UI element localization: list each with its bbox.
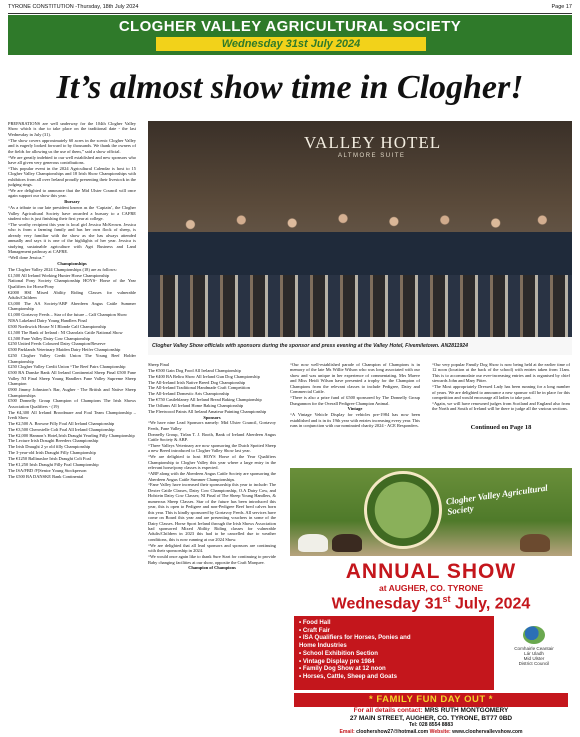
article-paragraph: “We are delighted to announce that the Mid Ulster Council will once again support our show this year. (8, 188, 136, 199)
feature-item: • Food Hall (299, 619, 331, 626)
article-paragraph: The €1250 Ballinasloe Irish Draught Colt Foal (8, 456, 91, 462)
article-paragraph: “ABP along with the Aberdeen Angus Cattle Society are sponsoring the Aberdeen Angus Cattle Summer Championships. (148, 471, 276, 482)
sheep-icon (298, 534, 328, 552)
page-header (8, 4, 572, 14)
hotel-sign: VALLEY HOTEL (304, 133, 442, 152)
article-paragraph: The All-Ireland Traditional Handmade Craft Competition (148, 385, 250, 391)
article-paragraph: €2000 HSI Mixed Ability Riding Classes for vulnerable Adults/Children (8, 289, 136, 301)
article-paragraph: The €2,000 Hannon’s Hotel,Irish Draught Yearling Filly Championship (8, 432, 135, 438)
council-name-3: Mid Ulster (523, 656, 545, 661)
email-label: Email: (339, 728, 357, 733)
photo-front-row (148, 275, 572, 337)
photo-caption: Clogher Valley Show officials with sponsors during the sponsor and press evening at the Valley Hotel, Fivemiletown. AN2811924 (148, 337, 572, 355)
article-paragraph: The ISA/FBD /F]Senior Young Stockperson (8, 467, 87, 473)
article-paragraph: The Lecture Irish Draught Breeders Championship (8, 438, 99, 444)
article-column-4 (432, 362, 570, 420)
article-paragraph: “This popular event in the 2024 Agricultural Calendar is host to 15 Clogher Valley Championships and 18 Irish Show Championships with exhibitors from all over Ireland proudly presenting their livestock in the judging rings. (8, 165, 136, 188)
council-name-4: District Council (518, 661, 550, 666)
article-paragraph: The €2,500 A. Browne Filly Foal All Ireland Championship (8, 420, 115, 426)
article-paragraph: The All-Ireland Irish Native Breed Dog Championship (148, 379, 246, 385)
article-paragraph: National Pony Society Championship HOYS- Horse of the Year Qualifiers for Horse/Pony (8, 278, 136, 289)
article-paragraph: “The Most appropriately Dressed Lady has been running for a long number of years. We are delighted to announce a new sponsor will be in place for this competition and would encourage all ladies to take part. (432, 384, 570, 401)
continued-note: Continued on Page 18 (470, 424, 532, 431)
article-paragraph: The €500 Gain Dog Food All Ireland Championship (148, 367, 241, 373)
contact-address: 27 MAIN STREET, AUGHER, CO. TYRONE, BT77 0BD (349, 714, 513, 722)
article-paragraph: PREPARATIONS are well underway for the 104th Clogher Valley Show which is due to take place on the traditional date - the last Wednesday in July (31). (8, 121, 136, 137)
article-paragraph: £900 Jimmy Johnston’s Bar, Augher - The British and Native Sheep Championships (8, 387, 136, 398)
show-date-bar: Wednesday 31st July 2024 (156, 37, 426, 51)
article-paragraph: NISA Lakeland Dairy Young Handlers Final (8, 318, 87, 324)
advert-location: at AUGHER, CO. TYRONE (378, 583, 484, 593)
article-paragraph: “We are delighted that all lead sponsors and sponsors are continuing with their sponsorship in 2024. (148, 542, 276, 554)
advert-contact (290, 707, 572, 733)
article-paragraph: “The worthy recipient this year is local girl Jessica McKeown. Jessica who is from a farming family and has her own flock of sheep, is already very familiar with the show as she has always attended annually and says it is one of the highlights of her year. Jessica is studying sustainable agriculture with Agri Business and Land Management pathway at CAFRE. (8, 221, 136, 255)
article-paragraph: The All-Ireland Domestic Arts Championship (148, 391, 230, 397)
article-paragraph: £1,500 The Bank of Ireland : NI Charolais Cattle National Show (8, 329, 123, 335)
header-page-number: Page 17 (551, 4, 572, 10)
fun-day-banner: * FAMILY FUN DAY OUT * (294, 693, 568, 707)
feature-item: • Craft Fair (299, 626, 330, 634)
society-seal (364, 471, 442, 549)
section-subheading: Sponsors (203, 414, 221, 420)
article-paragraph: £500 Parklands Veterinary Maiden Dairy Heifer Championship (8, 347, 121, 353)
article-paragraph: The €1,250 Irish Draught Filly Foal Championship (8, 461, 99, 467)
article-paragraph: “As a tribute to our late president known as the ‘Captain’, the Clogher Valley Agricultural Society have awarded a bursary to a CAFRE student who is just finishing their first year at college. (8, 205, 136, 222)
feature-item: • ISA Qualifiers for Horses, Ponies and (299, 634, 411, 642)
article-column-2 (148, 362, 276, 734)
article-paragraph: £250 Clogher Valley Credit Union “The Beef Pairs Championship (8, 364, 126, 370)
article-paragraph: £1,500 Fane Valley Dairy Cow Championship (8, 335, 91, 341)
section-subheading: Vintage (347, 406, 363, 412)
advert-date-day: Wednesday 31 (331, 595, 443, 613)
feature-item: Home Industries (299, 642, 347, 650)
feature-item: • Family Dog Show at 12 noon (299, 665, 386, 673)
advert-features (294, 616, 494, 690)
article-paragraph: “The show covers approximately 60 acres in the scenic Clogher Valley and is eagerly looked forward to by thousands. We thank the owners of the fields for allowing us the use of them,” said a show official. (8, 137, 136, 154)
section-subheading: Bursary (64, 199, 80, 205)
website-label: Website: (428, 728, 453, 733)
council-name-1: Comhairle Ceantair (514, 646, 554, 651)
article-paragraph: “Our very popular Family Dog Show is now being held at the earlier time of 12 noon (location at the back of the school) with entries taken from 11am. This is to accommodate our ever-increasing entries and is organised by chief stewards John and Mary Pitter. (432, 362, 570, 384)
article-paragraph: The Fleetwood Paints All Ireland Amateur Painting Championship (148, 408, 267, 414)
advert-title: ANNUAL SHOW (345, 560, 517, 583)
article-paragraph: “Three Valleys Veterinary are now sponsoring the Dutch Spotted Sheep a new Breed introduced to Clogher Valley Show last year. (148, 443, 276, 454)
article-paragraph: The Clogher Valley 2024 Championships (18) are as follows: (8, 266, 117, 272)
article-paragraph: “Again, we will have renowned judges from Scotland and England also from the North and South of Ireland will be there to judge all the various sections. (432, 400, 570, 412)
advert-date (290, 594, 572, 613)
article-paragraph: “We would once again like to thank Sure Start for continuing to provide Baby changing facilities at our show, opposite the Craft Marquee. (148, 554, 276, 565)
seal-text: Clogher Valley Agricultural Society (445, 482, 549, 517)
article-column-3 (290, 362, 420, 463)
article-paragraph: The €400 BA Beltra Show All Ireland Gun Dog Championship (148, 373, 260, 379)
article-paragraph: The €3,500 Cherostelle Colt Foal All Ireland Championship (8, 426, 115, 432)
article-paragraph: “Well done Jessica.” (8, 255, 45, 260)
cattle-icon (332, 534, 362, 552)
contact-website[interactable]: www.cloghervalleyshow.com (452, 728, 523, 733)
article-paragraph: The €4,300 All Ireland Broodmare and Foal Team Championship – Ivedi Show (8, 409, 136, 421)
society-name: CLOGHER VALLEY AGRICULTURAL SOCIETY (118, 18, 462, 35)
article-paragraph: £1,500 All Ireland Working Hunter Horse Championship (8, 272, 109, 278)
section-subheading: Championships (57, 260, 87, 266)
show-advert (290, 468, 572, 733)
article-paragraph: £1,000 Gortavoy Feeds – Star of the future – Calf Champion Show (8, 312, 128, 318)
contact-name: MRS RUTH MONTGOMERY (424, 707, 509, 714)
article-paragraph: The Irish Draught 2 yr old filly Championship (8, 444, 91, 450)
advert-date-month: July, 2024 (450, 595, 531, 613)
article-paragraph: “There is also a prize fund of £500 sponsored by The Donnelly Group Dungannon for the Overall Pedigree Champion Animal. (290, 395, 420, 406)
article-paragraph: £500 Donnelly Group Champion of Champions The Irish Shows Association Qualifiers - (19) (8, 398, 136, 409)
council-logo-icon (523, 626, 545, 644)
hotel-sign-sub: ALTMORE SUITE (338, 153, 406, 159)
event-photo (148, 121, 572, 355)
article-column-1 (8, 121, 136, 733)
article-paragraph: “Our now well-established parade of Champion of Champions is in memory of the late Ms Willie Wilson who was long associated with our show and was unique in her experience of commentating. Mrs Maeve and Miss Heidi Wilson have presented a trophy for the Champion of Champions from the relevant classes to include Pedigree, Dairy and Commercial Cattle. (290, 362, 420, 395)
advert-date-suffix: st (442, 594, 451, 604)
feature-item: • School Exhibition Section (299, 649, 378, 657)
article-paragraph: £500 BA Danske Bank All Ireland Continental Sheep Final £500 Fane Valley NI Final Sheep Young Handlers Fane Valley Supreme Sheep Champion (8, 370, 136, 387)
feature-item: • Horses, Cattle, Sheep and Goats (299, 672, 397, 680)
article-paragraph: £3,000 The AA Society/ABP Aberdeen Angus Cattle Summer Championship (8, 300, 136, 312)
contact-email[interactable]: cloghershow27@hotmail.com (356, 728, 429, 733)
article-paragraph: “We have nine Lead Sponsors namely: Mid Ulster Council, Gortavoy Feeds, Fane Valley (148, 420, 276, 431)
contact-tel: Tel: 028 8554 8883 (408, 722, 454, 728)
article-paragraph: “Fane Valley have increased their sponsorship this year to include: The Dexter Cattle Classes, Dairy Cow Championship, O.A Dairy Cow, and Holstein Dairy Cow Classes; NI Final of The Sheep Young Handlers, & numerous Sheep Classes. Star of the future has been introduced this year, this is open to Pedigree and non-Pedigree Beef bred calves born this year. This is kindly sponsored by Gortavoy Feeds. All services have come on Board this year and are presenting vouchers in some of the Dairy Classes. Horse Sport Ireland through the Irish Shows Association had sponsored Mixed Ability Riding classes for vulnerable Adults/Children in 2023 this had to be cancelled due to weather conditions, this is now running at our 2024 Show. (148, 482, 276, 542)
article-paragraph: The €750 Castleblaney All Ireland Bread Baking Championship (148, 397, 262, 403)
header-publication: TYRONE CONSTITUTION -Thursday, 18th July 2024 (8, 4, 139, 10)
article-paragraph: The 3-year-old Irish Draught Filly Championship (8, 450, 96, 456)
council-name-2: Lár Uladh (524, 651, 544, 656)
masthead (8, 15, 572, 55)
article-paragraph: “A Vintage Vehicle Display for vehicles pre-1984 has now been established and is in its 19th year with entries increasing every year. This runs in conjunction with our nominated charity 2024 - ACE Responders. (290, 412, 420, 429)
advert-banner (290, 468, 572, 556)
feature-item: • Vintage Display pre 1984 (299, 657, 375, 665)
council-logo (502, 626, 566, 666)
section-subheading: Champion of Champions (188, 565, 236, 571)
horse-icon (520, 534, 550, 552)
article-paragraph: “We are greatly indebted to our well established and new sponsors who have all given very generous contributions. (8, 154, 136, 165)
contact-lead: For all details contact: (353, 707, 425, 714)
article-paragraph: £250 Clogher Valley Credit Union The Young Beef Holder Championship (8, 353, 136, 364)
article-paragraph: The £500 BA DANSKE Bank Continental (8, 473, 84, 479)
article-paragraph: £250 United Feeds Coloured Dairy Champion/Reserve (8, 341, 106, 347)
article-paragraph: Sheep Final (148, 362, 170, 367)
headline: It’s almost show time in Clogher! (56, 69, 524, 106)
article-paragraph: Donnelly Group, Tirlan T. J. Booth, Bank of Ireland Aberdeen Angus Cattle Society & ABP. (148, 431, 276, 443)
article-paragraph: The Odlums All Ireland Home Baking Championship (148, 402, 244, 408)
article-paragraph: “We are delighted to host HOYS Horse of the Year Qualifiers Championship to Clogher Valley this year where a large entry in the relevant horse/pony classes is expected. (148, 454, 276, 471)
article-paragraph: £500 Northwick House N I Blonde Calf Championship (8, 323, 106, 329)
